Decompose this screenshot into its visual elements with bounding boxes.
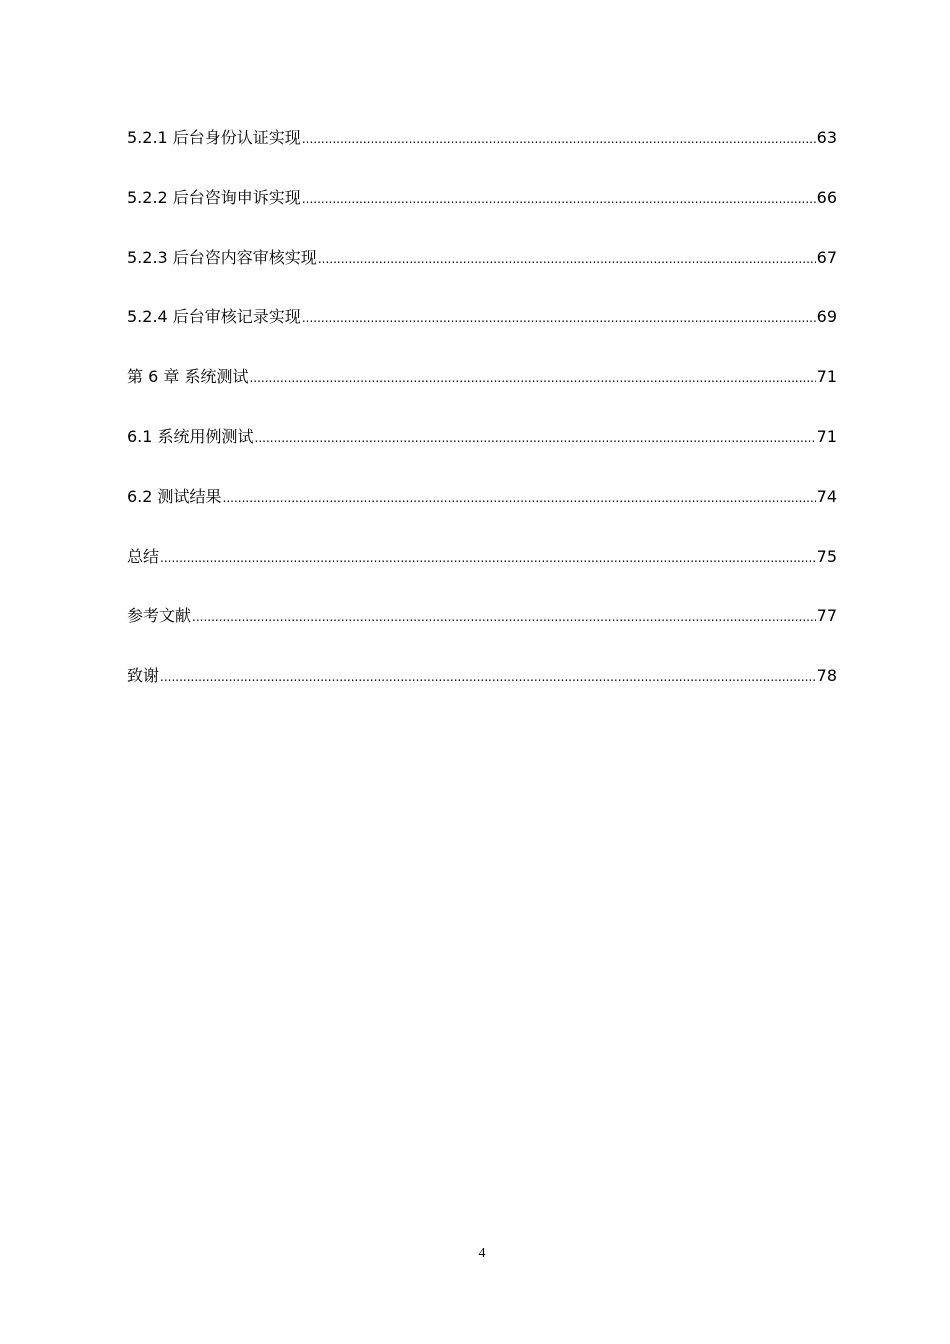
toc-entry[interactable] xyxy=(127,186,837,246)
toc-dot-leader xyxy=(160,546,816,570)
toc-entry-title: 5.2.3 后台咨内容审核实现 xyxy=(127,247,317,267)
toc-entry-title: 6.2 测试结果 xyxy=(127,486,222,506)
toc-entry-title: 参考文献 xyxy=(127,606,192,626)
toc-entry-page: 75 xyxy=(816,546,837,566)
toc-entry-page: 78 xyxy=(816,666,837,686)
toc-entry-page: 66 xyxy=(816,187,837,207)
toc-dot-leader xyxy=(302,127,816,151)
toc-entry-page: 67 xyxy=(816,247,837,267)
toc-entry-title: 致谢 xyxy=(127,666,160,686)
toc-dot-leader xyxy=(160,665,816,689)
toc-entry-title: 6.1 系统用例测试 xyxy=(127,426,254,446)
toc-entry[interactable] xyxy=(127,485,837,545)
toc-entry[interactable] xyxy=(127,604,837,664)
toc-entry-page: 71 xyxy=(816,426,837,446)
toc-entry[interactable] xyxy=(127,126,837,186)
toc-entry[interactable] xyxy=(127,305,837,365)
toc-entry-title: 总结 xyxy=(127,546,160,566)
toc-entry-page: 74 xyxy=(816,486,837,506)
toc-entry[interactable] xyxy=(127,425,837,485)
toc-dot-leader xyxy=(302,187,816,211)
toc-dot-leader xyxy=(223,486,816,510)
toc-entry-page: 69 xyxy=(816,307,837,327)
toc-dot-leader xyxy=(302,306,816,330)
toc-entry[interactable] xyxy=(127,246,837,306)
toc-dot-leader xyxy=(318,247,816,271)
toc-entry-page: 63 xyxy=(816,128,837,147)
toc-entry-title: 5.2.1 后台身份认证实现 xyxy=(127,128,301,147)
table-of-contents xyxy=(127,126,837,724)
toc-entry-title: 5.2.2 后台咨询申诉实现 xyxy=(127,187,301,207)
toc-entry-title: 第 6 章 系统测试 xyxy=(127,367,249,387)
toc-entry-page: 77 xyxy=(816,606,837,626)
toc-entry-title: 5.2.4 后台审核记录实现 xyxy=(127,307,301,327)
toc-dot-leader xyxy=(192,605,816,629)
toc-entry[interactable] xyxy=(127,365,837,425)
toc-entry[interactable] xyxy=(127,545,837,605)
page-number: 4 xyxy=(478,1246,486,1261)
toc-dot-leader xyxy=(249,366,815,390)
toc-entry[interactable] xyxy=(127,664,837,724)
toc-dot-leader xyxy=(255,426,816,450)
toc-entry-page: 71 xyxy=(816,367,837,387)
